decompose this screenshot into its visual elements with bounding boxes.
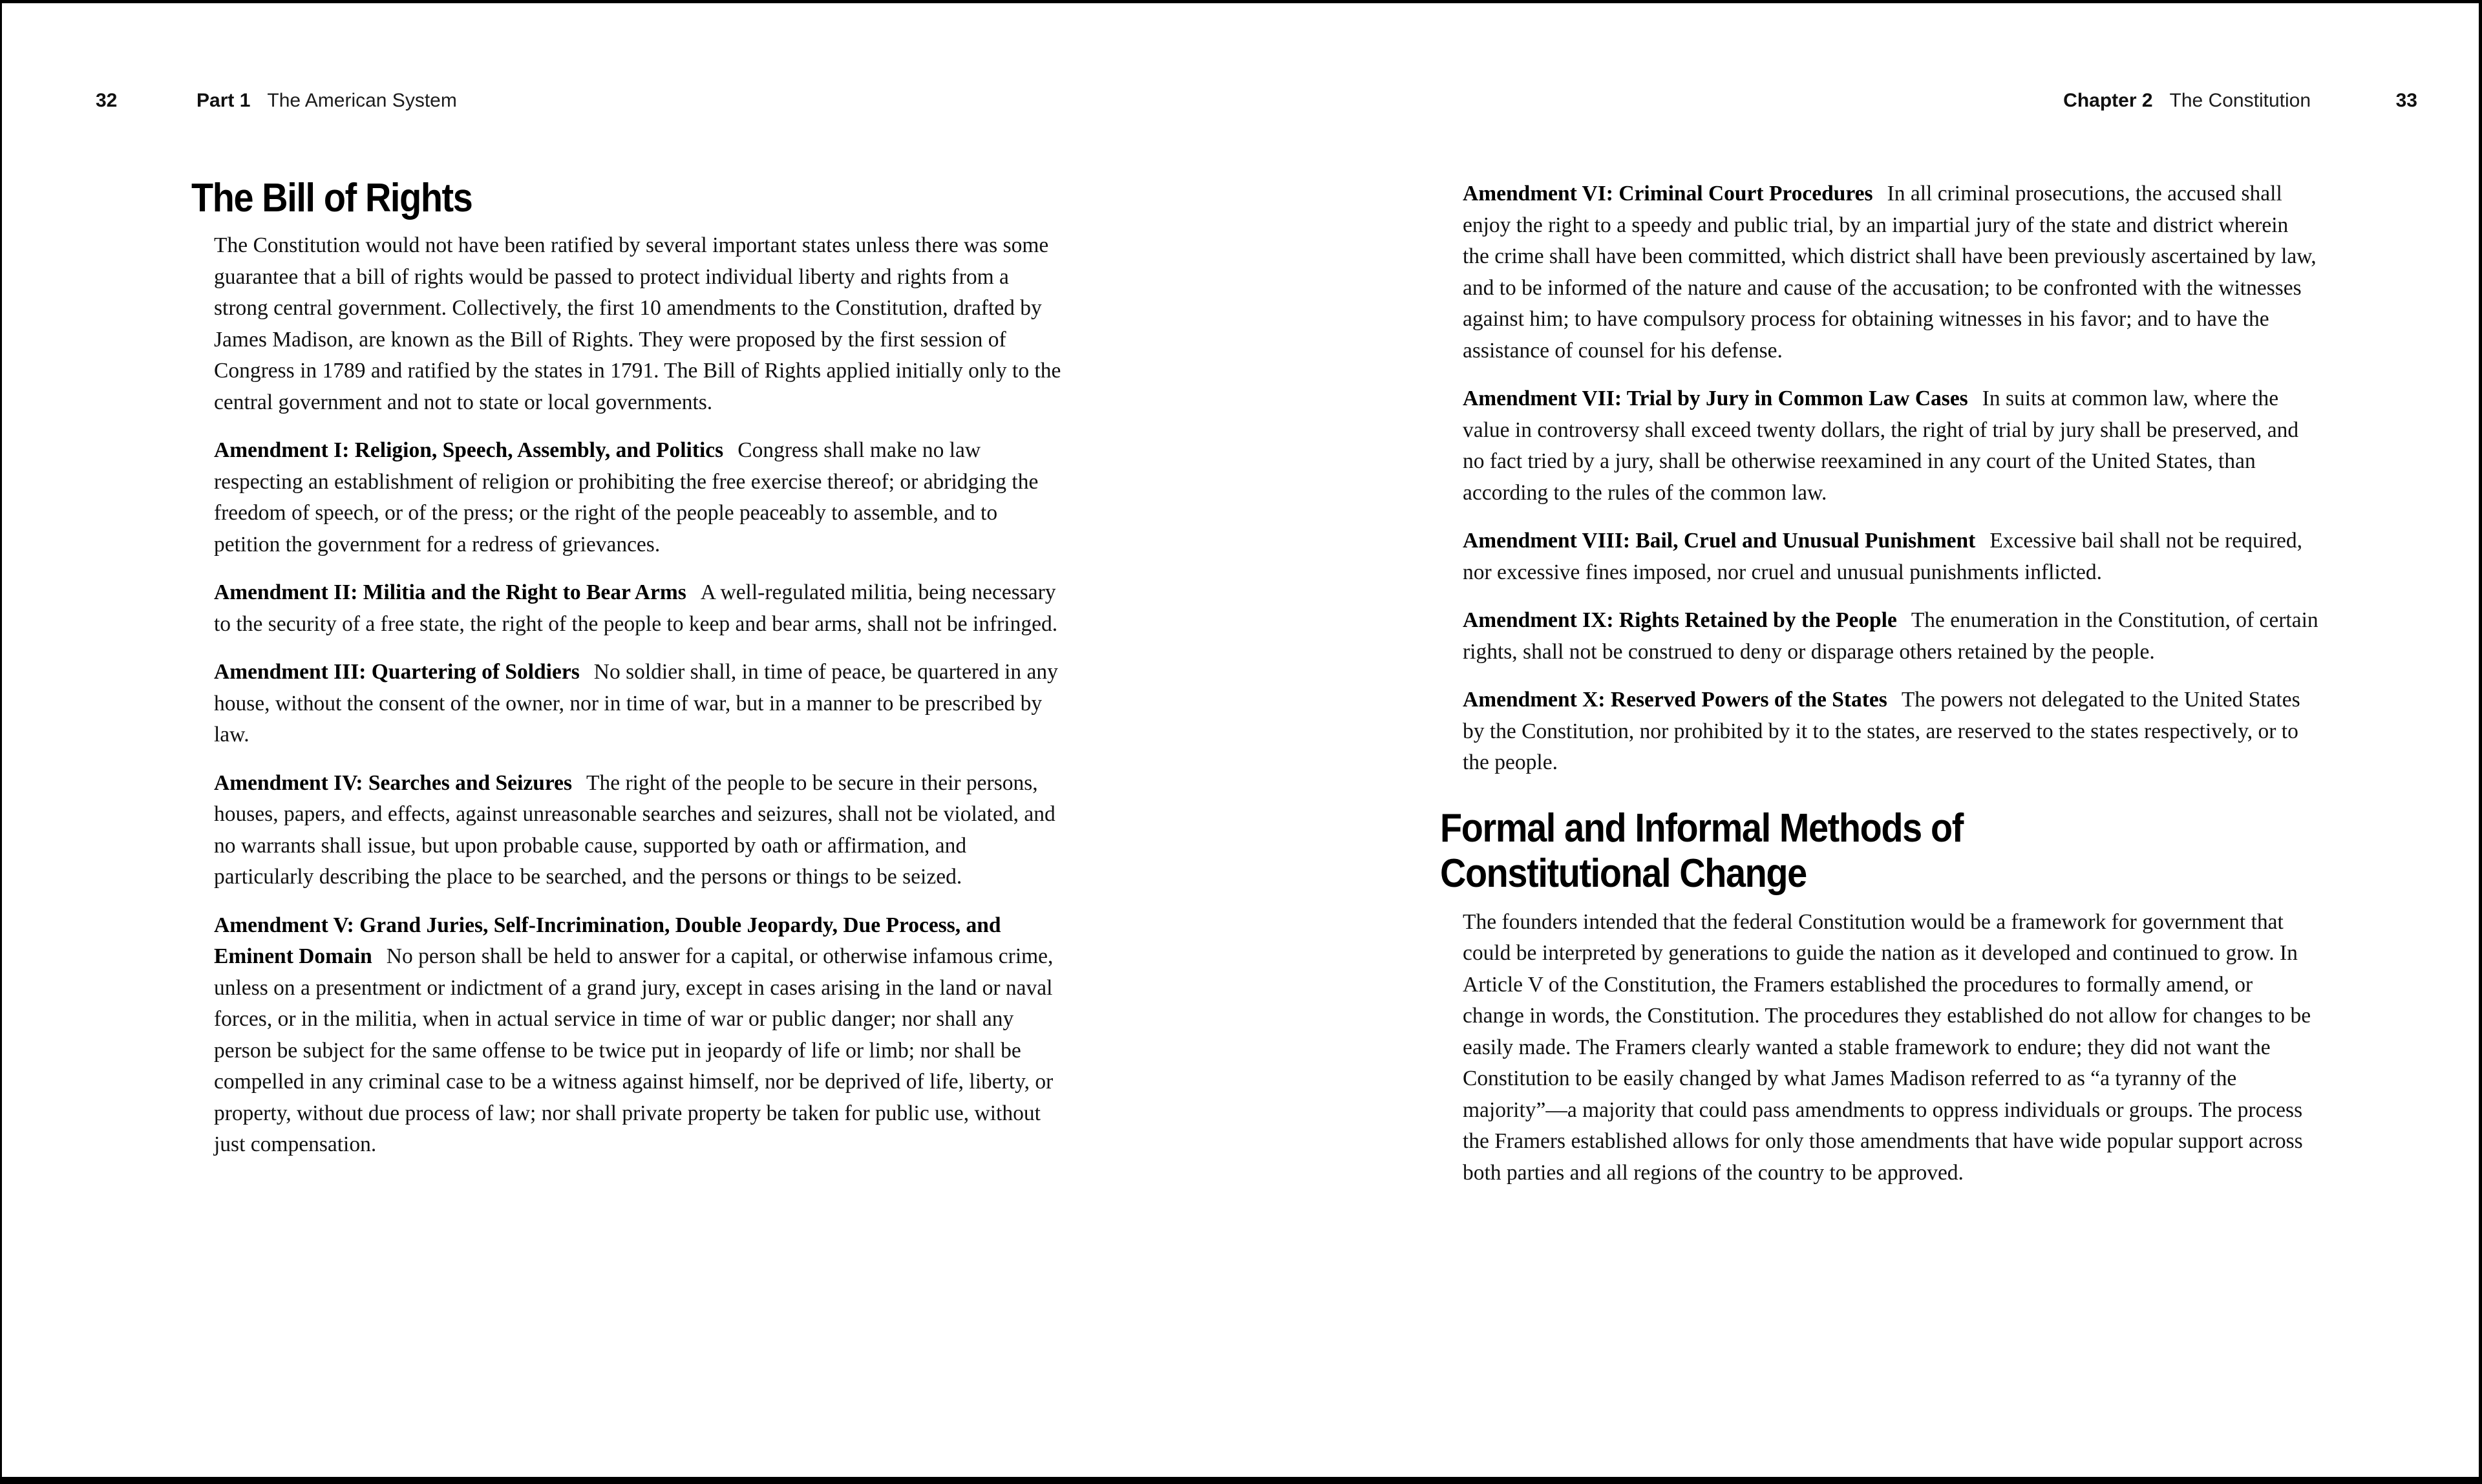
part-label: Part 1 <box>196 90 251 111</box>
amendment-text: The right of the people to be secure in their persons, houses, papers, and effects, against unreasonable searches and seizures, shall not be violated, and no warrants shall issue, but upon probable cause, supported by oath or affirmation, and particularly describing the place to be searched, and the persons or things to be seized. <box>214 770 1055 889</box>
amendment-paragraph <box>1440 525 2319 588</box>
running-header-left <box>196 89 457 112</box>
page-number-right: 33 <box>2395 90 2417 111</box>
chapter-title: The Constitution <box>2169 90 2311 111</box>
amendment-text: A well-regulated militia, being necessary to the security of a free state, the right of the people to keep and bear arms, shall not be infringed. <box>214 580 1058 636</box>
amendment-label: Amendment III: Quartering of Soldiers <box>214 660 580 684</box>
amendment-paragraph <box>1440 684 2319 779</box>
amendment-label: Amendment IV: Searches and Seizures <box>214 770 573 795</box>
amendment-label: Amendment VII: Trial by Jury in Common Law Cases <box>1463 387 1968 410</box>
page-32-column <box>191 176 1067 1178</box>
amendment-text: In all criminal prosecutions, the accused shall enjoy the right to a speedy and public trial, by an impartial jury of the state and district wherein the crime shall have been committed, which district shall have been previously ascertained by law, and to be informed of the nature and cause of the accusation; to be confronted with the witnesses against him; to have compulsory process for obtaining witnesses in his favor; and to have the assistance of counsel for his defense. <box>1463 182 2317 363</box>
amendment-paragraph <box>1440 178 2319 366</box>
amendment-paragraph <box>191 577 1067 640</box>
page-33-column <box>1440 178 2319 1189</box>
amendment-paragraph <box>191 435 1067 560</box>
amendment-paragraph <box>191 768 1067 893</box>
page-number-left: 32 <box>96 90 118 111</box>
amendment-paragraph <box>1440 605 2319 668</box>
chapter-label: Chapter 2 <box>2063 90 2153 111</box>
amendment-label: Amendment X: Reserved Powers of the States <box>1463 688 1887 712</box>
amendment-text: The powers not delegated to the United States by the Constitution, nor prohibited by it to the states, are reserved to the states respectively, or to the people. <box>1463 688 2300 774</box>
amendment-paragraph <box>191 657 1067 751</box>
book-spread <box>2 3 2479 1477</box>
amendment-label: Amendment II: Militia and the Right to Bear Arms <box>214 580 686 604</box>
amendment-label: Amendment IX: Rights Retained by the People <box>1463 608 1897 632</box>
body-paragraph: The founders intended that the federal Constitution would be a framework for government that could be interpreted by generations to guide the nation as it developed and continued to grow. In Article V of the Constitution, the Framers established the procedures to formally amend, or change in words, the Constitution. The procedures they established do not allow for changes to be easily made. The Framers clearly wanted a stable framework to endure; they did not want the Constitution to be easily changed by what James Madison referred to as “a tyranny of the majority”—a majority that could pass amendments to oppress individuals or groups. The process the Framers established allows for only those amendments that have wide popular support across both parties and all regions of the country to be approved. <box>1463 909 2311 1185</box>
amendment-label: Amendment V: Grand Juries, Self-Incrimination, Double Jeopardy, Due Process, and Eminent Domain <box>214 913 1001 968</box>
section-heading-constitutional-change: Formal and Informal Methods of Constitutional Change <box>1440 805 1963 896</box>
amendment-text: In suits at common law, where the value in controversy shall exceed twenty dollars, the right of trial by jury shall be preserved, and no fact tried by a jury, shall be otherwise reexamined in any court of the United States, than according to the rules of the common law. <box>1463 387 2299 505</box>
part-title: The American System <box>267 90 457 111</box>
amendment-label: Amendment VIII: Bail, Cruel and Unusual Punishment <box>1463 529 1976 553</box>
section-heading-bill-of-rights: The Bill of Rights <box>191 176 472 220</box>
amendment-text: Excessive bail shall not be required, nor excessive fines imposed, nor cruel and unusual punishments inflicted. <box>1463 529 2303 584</box>
running-header-right <box>2063 89 2311 112</box>
amendment-paragraph <box>191 910 1067 1161</box>
amendment-text: The enumeration in the Constitution, of certain rights, shall not be construed to deny or disparage others retained by the people. <box>1463 608 2318 664</box>
amendment-text: Congress shall make no law respecting an establishment of religion or prohibiting the free exercise thereof; or abridging the freedom of speech, or of the press; or the right of the people peaceably to assemble, and to petition the government for a redress of grievances. <box>214 438 1039 556</box>
amendment-text: No person shall be held to answer for a capital, or otherwise infamous crime, unless on a presentment or indictment of a grand jury, except in cases arising in the land or naval forces, or in the militia, when in actual service in time of war or public danger; nor shall any person be subject for the same offense to be twice put in jeopardy of life or limb; nor shall be compelled in any criminal case to be a witness against himself, nor be deprived of life, liberty, or property, without due process of law; nor shall private property be taken for public use, without just compensation. <box>214 944 1054 1156</box>
intro-paragraph: The Constitution would not have been ratified by several important states unless there was some guarantee that a bill of rights would be passed to protect individual liberty and rights from a strong central government. Collectively, the first 10 amendments to the Constitution, drafted by James Madison, are known as the Bill of Rights. They were proposed by the first session of Congress in 1789 and ratified by the states in 1791. The Bill of Rights applied initially only to the central government and not to state or local governments. <box>214 233 1061 414</box>
amendment-label: Amendment VI: Criminal Court Procedures <box>1463 182 1873 206</box>
amendment-paragraph <box>1440 383 2319 509</box>
amendment-text: No soldier shall, in time of peace, be quartered in any house, without the consent of the owner, nor in time of war, but in a manner to be prescribed by law. <box>214 660 1058 747</box>
amendment-label: Amendment I: Religion, Speech, Assembly, and Politics <box>214 438 724 462</box>
